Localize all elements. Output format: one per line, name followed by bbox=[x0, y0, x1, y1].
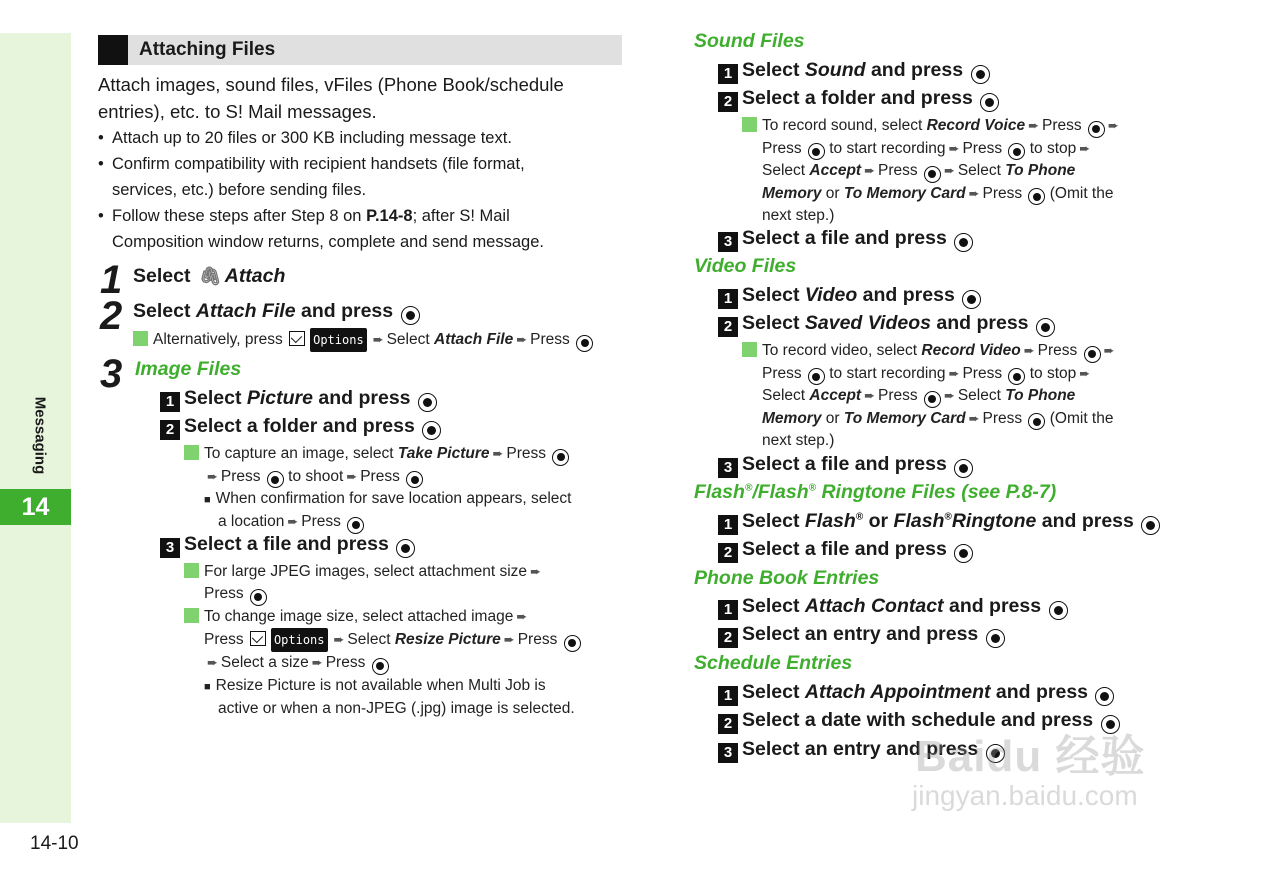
arrow-icon: ➨ bbox=[1023, 343, 1035, 358]
center-key-icon bbox=[418, 393, 437, 412]
center-key-icon bbox=[980, 93, 999, 112]
note-marker-icon bbox=[184, 445, 199, 460]
image-step-2: 2 Select a folder and press bbox=[160, 415, 441, 440]
sound-note-record: To record sound, select Record Voice ➨ Press ➨ Press to start recording ➨ Press to stop ➨ Select Accept ➨ Press ➨ Select To Phone Memory or To Memory Card ➨ Press (Omit the next step.) bbox=[742, 115, 1182, 227]
page-reference: P.14-8 bbox=[366, 207, 413, 225]
sound-step-3: 3 Select a file and press bbox=[718, 227, 973, 252]
bullet-list bbox=[98, 125, 623, 255]
arrow-icon: ➨ bbox=[968, 185, 980, 201]
note-marker-icon bbox=[742, 117, 757, 132]
section-header bbox=[98, 35, 622, 65]
flash-step-2: 2 Select a file and press bbox=[718, 538, 973, 563]
center-key-icon bbox=[564, 635, 581, 652]
center-key-icon bbox=[808, 143, 825, 160]
center-key-icon bbox=[422, 421, 441, 440]
video-note-record: To record video, select Record Video ➨ Press ➨ Press to start recording ➨ Press to stop ➨ Select Accept ➨ Press ➨ Select To Phone Memory or To Memory Card ➨ Press (Omit the next step.) bbox=[742, 340, 1182, 452]
center-key-icon bbox=[401, 306, 420, 325]
center-key-icon bbox=[267, 471, 284, 488]
flash-files-heading: Flash®/Flash® Ringtone Files (see P.8-7) bbox=[694, 481, 1057, 503]
video-step-3: 3 Select a file and press bbox=[718, 453, 973, 478]
center-key-icon bbox=[396, 539, 415, 558]
page-number: 14-10 bbox=[30, 833, 79, 854]
center-key-icon bbox=[954, 544, 973, 563]
chapter-label: Messaging bbox=[31, 396, 49, 474]
center-key-icon bbox=[250, 589, 267, 606]
video-step-2: 2 Select Saved Videos and press bbox=[718, 312, 1055, 337]
center-key-icon bbox=[1008, 143, 1025, 160]
center-key-icon bbox=[971, 65, 990, 84]
arrow-icon: ➨ bbox=[1079, 365, 1091, 381]
step-2-note: Alternatively, press Options ➨ Select Attach File ➨ Press bbox=[133, 328, 593, 352]
image-note-jpeg: For large JPEG images, select attachment size ➨ Press To change image size, select attached image ➨ Press Options ➨ Select Resize Picture ➨ Press ➨ Select a size ➨ Press ■ Resize Picture is not available when Multi Job is active or when a non-JPEG (.jpg) image is selected. bbox=[184, 561, 624, 720]
step-1-text: Select 🖇 Attach bbox=[133, 265, 286, 287]
arrow-icon: ➨ bbox=[516, 332, 528, 347]
image-step-3: 3 Select a file and press bbox=[160, 533, 415, 558]
arrow-icon: ➨ bbox=[287, 514, 299, 530]
note-marker-icon bbox=[133, 331, 148, 346]
arrow-icon: ➨ bbox=[492, 446, 504, 461]
step-3-number: 3 bbox=[100, 352, 123, 396]
schedule-step-1: 1 Select Attach Appointment and press bbox=[718, 681, 1114, 706]
arrow-icon: ➨ bbox=[207, 655, 218, 671]
sound-step-2: 2 Select a folder and press bbox=[718, 87, 999, 112]
arrow-icon: ➨ bbox=[948, 140, 960, 156]
arrow-icon: ➨ bbox=[1103, 343, 1115, 358]
arrow-icon: ➨ bbox=[530, 564, 541, 579]
mail-key-icon bbox=[250, 631, 266, 646]
center-key-icon bbox=[406, 471, 423, 488]
bullet-item: • Attach up to 20 files or 300 KB including message text. bbox=[98, 125, 623, 151]
center-key-icon bbox=[576, 335, 593, 352]
note-marker-icon bbox=[184, 608, 199, 623]
center-key-icon bbox=[1049, 601, 1068, 620]
options-key-icon: Options bbox=[271, 628, 328, 652]
arrow-icon: ➨ bbox=[864, 388, 875, 403]
watermark-logo: Baidu 经验 bbox=[915, 732, 1146, 781]
schedule-heading: Schedule Entries bbox=[694, 652, 853, 674]
paperclip-icon: 🖇 bbox=[198, 266, 222, 286]
square-bullet-icon: ■ bbox=[204, 680, 211, 693]
phonebook-step-2: 2 Select an entry and press bbox=[718, 623, 1005, 648]
center-key-icon bbox=[954, 459, 973, 478]
arrow-icon: ➨ bbox=[346, 468, 358, 484]
center-key-icon bbox=[954, 233, 973, 252]
schedule-step-3: 3 Select an entry and press bbox=[718, 738, 1005, 763]
arrow-icon: ➨ bbox=[864, 163, 875, 178]
phonebook-step-1: 1 Select Attach Contact and press bbox=[718, 595, 1068, 620]
center-key-icon bbox=[808, 368, 825, 385]
arrow-icon: ➨ bbox=[1028, 118, 1039, 133]
arrow-icon: ➨ bbox=[372, 332, 384, 347]
options-key-icon: Options bbox=[310, 328, 367, 352]
step-2-number: 2 bbox=[100, 294, 123, 338]
step-1-number: 1 bbox=[100, 258, 123, 302]
center-key-icon bbox=[1084, 346, 1101, 363]
center-key-icon bbox=[962, 290, 981, 309]
center-key-icon bbox=[1095, 687, 1114, 706]
center-key-icon bbox=[1088, 121, 1105, 138]
center-key-icon bbox=[552, 449, 569, 466]
phonebook-heading: Phone Book Entries bbox=[694, 567, 880, 589]
center-key-icon bbox=[1028, 413, 1045, 430]
image-note-capture: To capture an image, select Take Picture ➨ Press ➨ Press to shoot ➨ Press ■ When confirmation for save location appears, select a location ➨ Press bbox=[184, 443, 624, 534]
video-step-1: 1 Select Video and press bbox=[718, 284, 981, 309]
center-key-icon bbox=[347, 517, 364, 534]
arrow-icon: ➨ bbox=[968, 410, 980, 426]
arrow-icon: ➨ bbox=[1079, 140, 1091, 156]
arrow-icon: ➨ bbox=[943, 388, 955, 403]
bullet-item: • Follow these steps after Step 8 on P.14-8; after S! Mail Composition window returns, complete and send message. bbox=[98, 203, 623, 255]
arrow-icon: ➨ bbox=[503, 632, 515, 648]
arrow-icon: ➨ bbox=[333, 632, 345, 648]
video-files-heading: Video Files bbox=[694, 255, 797, 277]
square-bullet-icon: ■ bbox=[204, 494, 211, 506]
sound-files-heading: Sound Files bbox=[694, 30, 805, 52]
note-marker-icon bbox=[184, 563, 199, 578]
watermark-url: jingyan.baidu.com bbox=[912, 780, 1138, 811]
arrow-icon: ➨ bbox=[311, 655, 323, 671]
arrow-icon: ➨ bbox=[1107, 118, 1119, 133]
center-key-icon bbox=[372, 658, 389, 675]
center-key-icon bbox=[1028, 188, 1045, 205]
image-step-1: 1 Select Picture and press bbox=[160, 387, 437, 412]
center-key-icon bbox=[1008, 368, 1025, 385]
center-key-icon bbox=[1036, 318, 1055, 337]
center-key-icon bbox=[986, 629, 1005, 648]
arrow-icon: ➨ bbox=[943, 163, 955, 178]
arrow-icon: ➨ bbox=[207, 468, 218, 484]
bullet-item: • Confirm compatibility with recipient handsets (file format, services, etc.) before sending files. bbox=[98, 151, 623, 203]
flash-step-1: 1 Select Flash® or Flash®Ringtone and press bbox=[718, 510, 1160, 535]
intro-text: Attach images, sound files, vFiles (Phone Book/schedule entries), etc. to S! Mail messages. bbox=[98, 74, 564, 122]
image-files-heading: Image Files bbox=[135, 358, 242, 380]
mail-key-icon bbox=[289, 331, 305, 346]
note-marker-icon bbox=[742, 342, 757, 357]
header-block-icon bbox=[98, 35, 128, 65]
schedule-step-2: 2 Select a date with schedule and press bbox=[718, 709, 1120, 734]
step-2-text: Select Attach File and press bbox=[133, 300, 420, 325]
center-key-icon bbox=[924, 166, 941, 183]
chapter-number: 14 bbox=[0, 489, 71, 525]
arrow-icon: ➨ bbox=[516, 608, 528, 624]
sound-step-1: 1 Select Sound and press bbox=[718, 59, 990, 84]
arrow-icon: ➨ bbox=[948, 365, 960, 381]
section-title: Attaching Files bbox=[139, 39, 276, 60]
center-key-icon bbox=[1141, 516, 1160, 535]
center-key-icon bbox=[924, 391, 941, 408]
